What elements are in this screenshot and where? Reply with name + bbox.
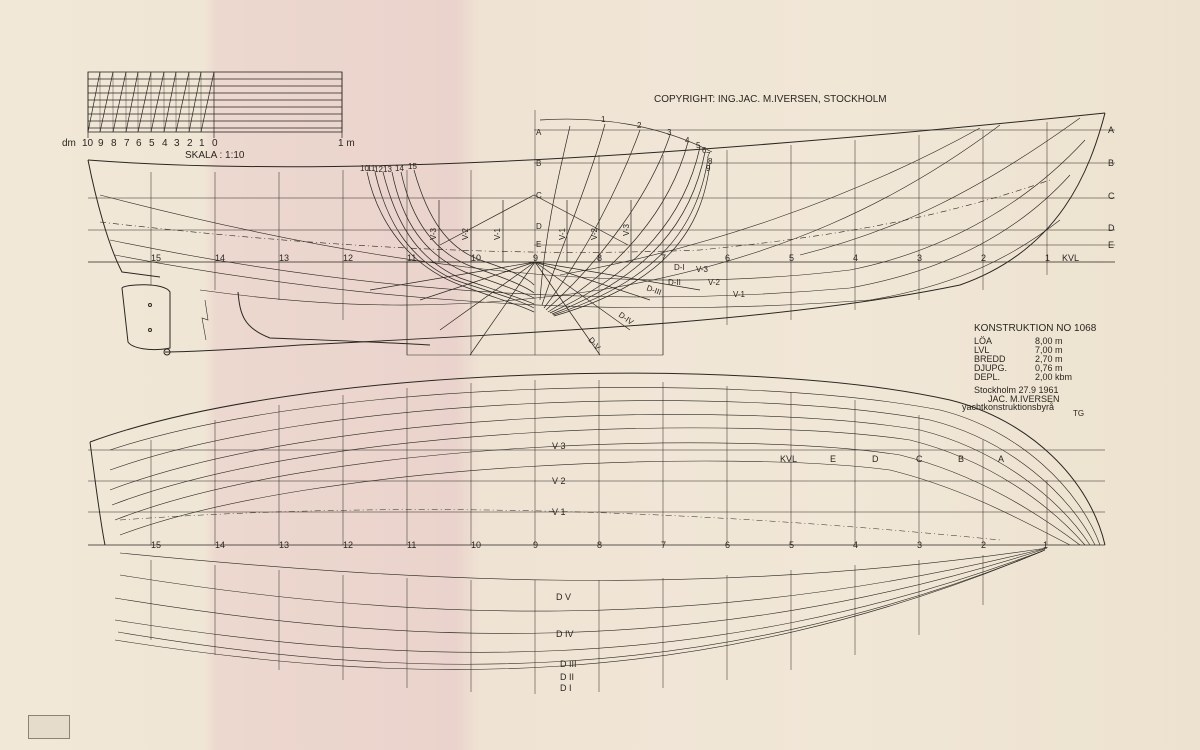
station-label: 13 [279, 253, 290, 263]
center-letter: E [536, 240, 542, 249]
section-label: 13 [383, 165, 392, 174]
drafter-initials: TG [1073, 409, 1085, 418]
section-label: 9 [706, 164, 711, 173]
vertical-side-label: V-2 [708, 278, 721, 287]
station-label: 8 [597, 540, 603, 550]
plan-view [88, 373, 1105, 545]
station-label: 9 [533, 540, 539, 550]
station-label: 15 [151, 253, 162, 263]
vertical-label: V-3 [622, 223, 631, 236]
spec-value: 2,00 kbm [1035, 372, 1073, 382]
vertical-label: V-3 [429, 227, 438, 240]
station-label: 5 [789, 253, 795, 263]
vertical-side-label: V-1 [733, 290, 746, 299]
plan-vertical-label: V 2 [552, 476, 566, 486]
spec-value: 0,76 m [1035, 363, 1063, 373]
station-label: 14 [215, 253, 226, 263]
scale-bar [88, 72, 342, 138]
vertical-label: V-1 [493, 227, 502, 240]
place-date: Stockholm 27.9 1961 [974, 385, 1059, 395]
body-plan-sections [367, 119, 712, 355]
spec-label: DJUPG. [974, 363, 1008, 373]
archive-stamp [28, 715, 70, 739]
station-label: 10 [471, 253, 482, 263]
firm-name: yachtkonstruktionsbyrå [962, 402, 1055, 412]
spec-value: 7,00 m [1035, 345, 1063, 355]
copyright-text: COPYRIGHT: ING.JAC. M.IVERSEN, STOCKHOLM [654, 94, 887, 105]
scale-tick: 8 [111, 138, 117, 149]
station-label: 3 [917, 540, 923, 550]
plan-waterline-label: B [958, 454, 965, 464]
diagonal-label: D-II [668, 278, 681, 287]
vertical-label: V-2 [461, 227, 470, 240]
station-label: 2 [981, 540, 987, 550]
spec-label: BREDD [974, 354, 1006, 364]
vertical-side-label: V-3 [696, 265, 709, 274]
section-label: 10 [360, 164, 369, 173]
station-label: 7 [661, 253, 667, 263]
section-label: 11 [367, 164, 376, 173]
vertical-label: V-1 [558, 227, 567, 240]
section-label: 3 [667, 128, 672, 137]
waterline-label: D [1108, 223, 1115, 233]
station-label: 2 [981, 253, 987, 263]
profile-curves [100, 118, 1085, 308]
scale-unit-label: dm [62, 138, 76, 149]
plan-vertical-label: V 1 [552, 507, 566, 517]
diagonal-label: D-IV [616, 310, 636, 327]
center-letter: B [536, 159, 542, 168]
diagonal-label: D III [560, 659, 577, 669]
center-letter: C [536, 191, 542, 200]
diagonal-label: D-I [674, 263, 685, 272]
scale-tick: 3 [174, 138, 180, 149]
station-label: 6 [725, 540, 731, 550]
diagonal-label: D IV [556, 629, 574, 639]
station-label: 4 [853, 253, 859, 263]
station-label: 9 [533, 253, 539, 263]
plan-waterline-label: D [872, 454, 879, 464]
station-label: 1 [1045, 253, 1051, 263]
section-label: 12 [374, 165, 383, 174]
waterline-label: C [1108, 191, 1115, 201]
diagonal-label: D-V [586, 335, 603, 352]
profile-station-labels [151, 253, 1079, 263]
scale-tick: 4 [162, 138, 168, 149]
section-label: 8 [708, 157, 713, 166]
scale-end-label: 1 m [338, 138, 355, 149]
kvl-label: KVL [1062, 253, 1080, 263]
spec-label: DEPL. [974, 372, 1001, 382]
station-label: 1 [1043, 540, 1049, 550]
section-label: 1 [601, 115, 606, 124]
scale-tick: 7 [124, 138, 130, 149]
station-label: 6 [725, 253, 731, 263]
center-letter: A [536, 128, 542, 137]
scale-title: SKALA : 1:10 [185, 150, 245, 161]
vertical-label: V-2 [590, 227, 599, 240]
scale-tick: 5 [149, 138, 155, 149]
scale-tick: 6 [136, 138, 142, 149]
plan-waterline-label: KVL [780, 454, 798, 464]
designer-name: JAC. M.IVERSEN [988, 394, 1060, 404]
scale-tick: 1 [199, 138, 205, 149]
plan-view-labels [151, 441, 1048, 550]
station-label: 8 [597, 253, 603, 263]
waterline-label: E [1108, 240, 1115, 250]
section-label: 4 [685, 136, 690, 145]
section-label: 15 [408, 162, 417, 171]
station-label: 10 [471, 540, 482, 550]
section-label: 6 [702, 146, 707, 155]
station-label: 4 [853, 540, 859, 550]
waterline-labels [1108, 125, 1115, 250]
station-label: 11 [407, 253, 417, 263]
construction-number: KONSTRUKTION NO 1068 [974, 323, 1097, 334]
station-label: 11 [407, 540, 417, 550]
station-label: 12 [343, 253, 354, 263]
spec-value: 8,00 m [1035, 336, 1063, 346]
scale-tick: 0 [212, 138, 218, 149]
section-label: 5 [696, 141, 701, 150]
scale-labels [62, 138, 355, 161]
plan-waterline-label: C [916, 454, 923, 464]
station-label: 15 [151, 540, 162, 550]
station-label: 5 [789, 540, 795, 550]
diagonal-label: D V [556, 592, 572, 602]
waterline-label: B [1108, 158, 1115, 168]
scale-tick: 9 [98, 138, 104, 149]
title-block [962, 323, 1097, 418]
station-label: 3 [917, 253, 923, 263]
center-letter: D [536, 222, 542, 231]
waterline-label: A [1108, 125, 1115, 135]
section-label: 14 [395, 164, 404, 173]
section-label: 7 [706, 151, 711, 160]
scale-tick: 10 [82, 138, 94, 149]
spec-label: LVL [974, 345, 990, 355]
spec-label: LÖA [974, 336, 993, 346]
plan-vertical-label: V 3 [552, 441, 566, 451]
scale-tick: 2 [187, 138, 193, 149]
station-label: 14 [215, 540, 226, 550]
diagonal-view [115, 548, 1047, 694]
diagonal-label: D I [560, 683, 572, 693]
diagonal-view-labels [556, 592, 577, 693]
station-label: 13 [279, 540, 290, 550]
diagonal-label: D II [560, 672, 575, 682]
plan-waterline-label: A [998, 454, 1005, 464]
station-label: 12 [343, 540, 354, 550]
section-label: 2 [637, 121, 642, 130]
station-label: 7 [661, 540, 667, 550]
spec-value: 2,70 m [1035, 354, 1063, 364]
plan-waterline-label: E [830, 454, 837, 464]
diagonal-label: D-III [645, 283, 663, 298]
